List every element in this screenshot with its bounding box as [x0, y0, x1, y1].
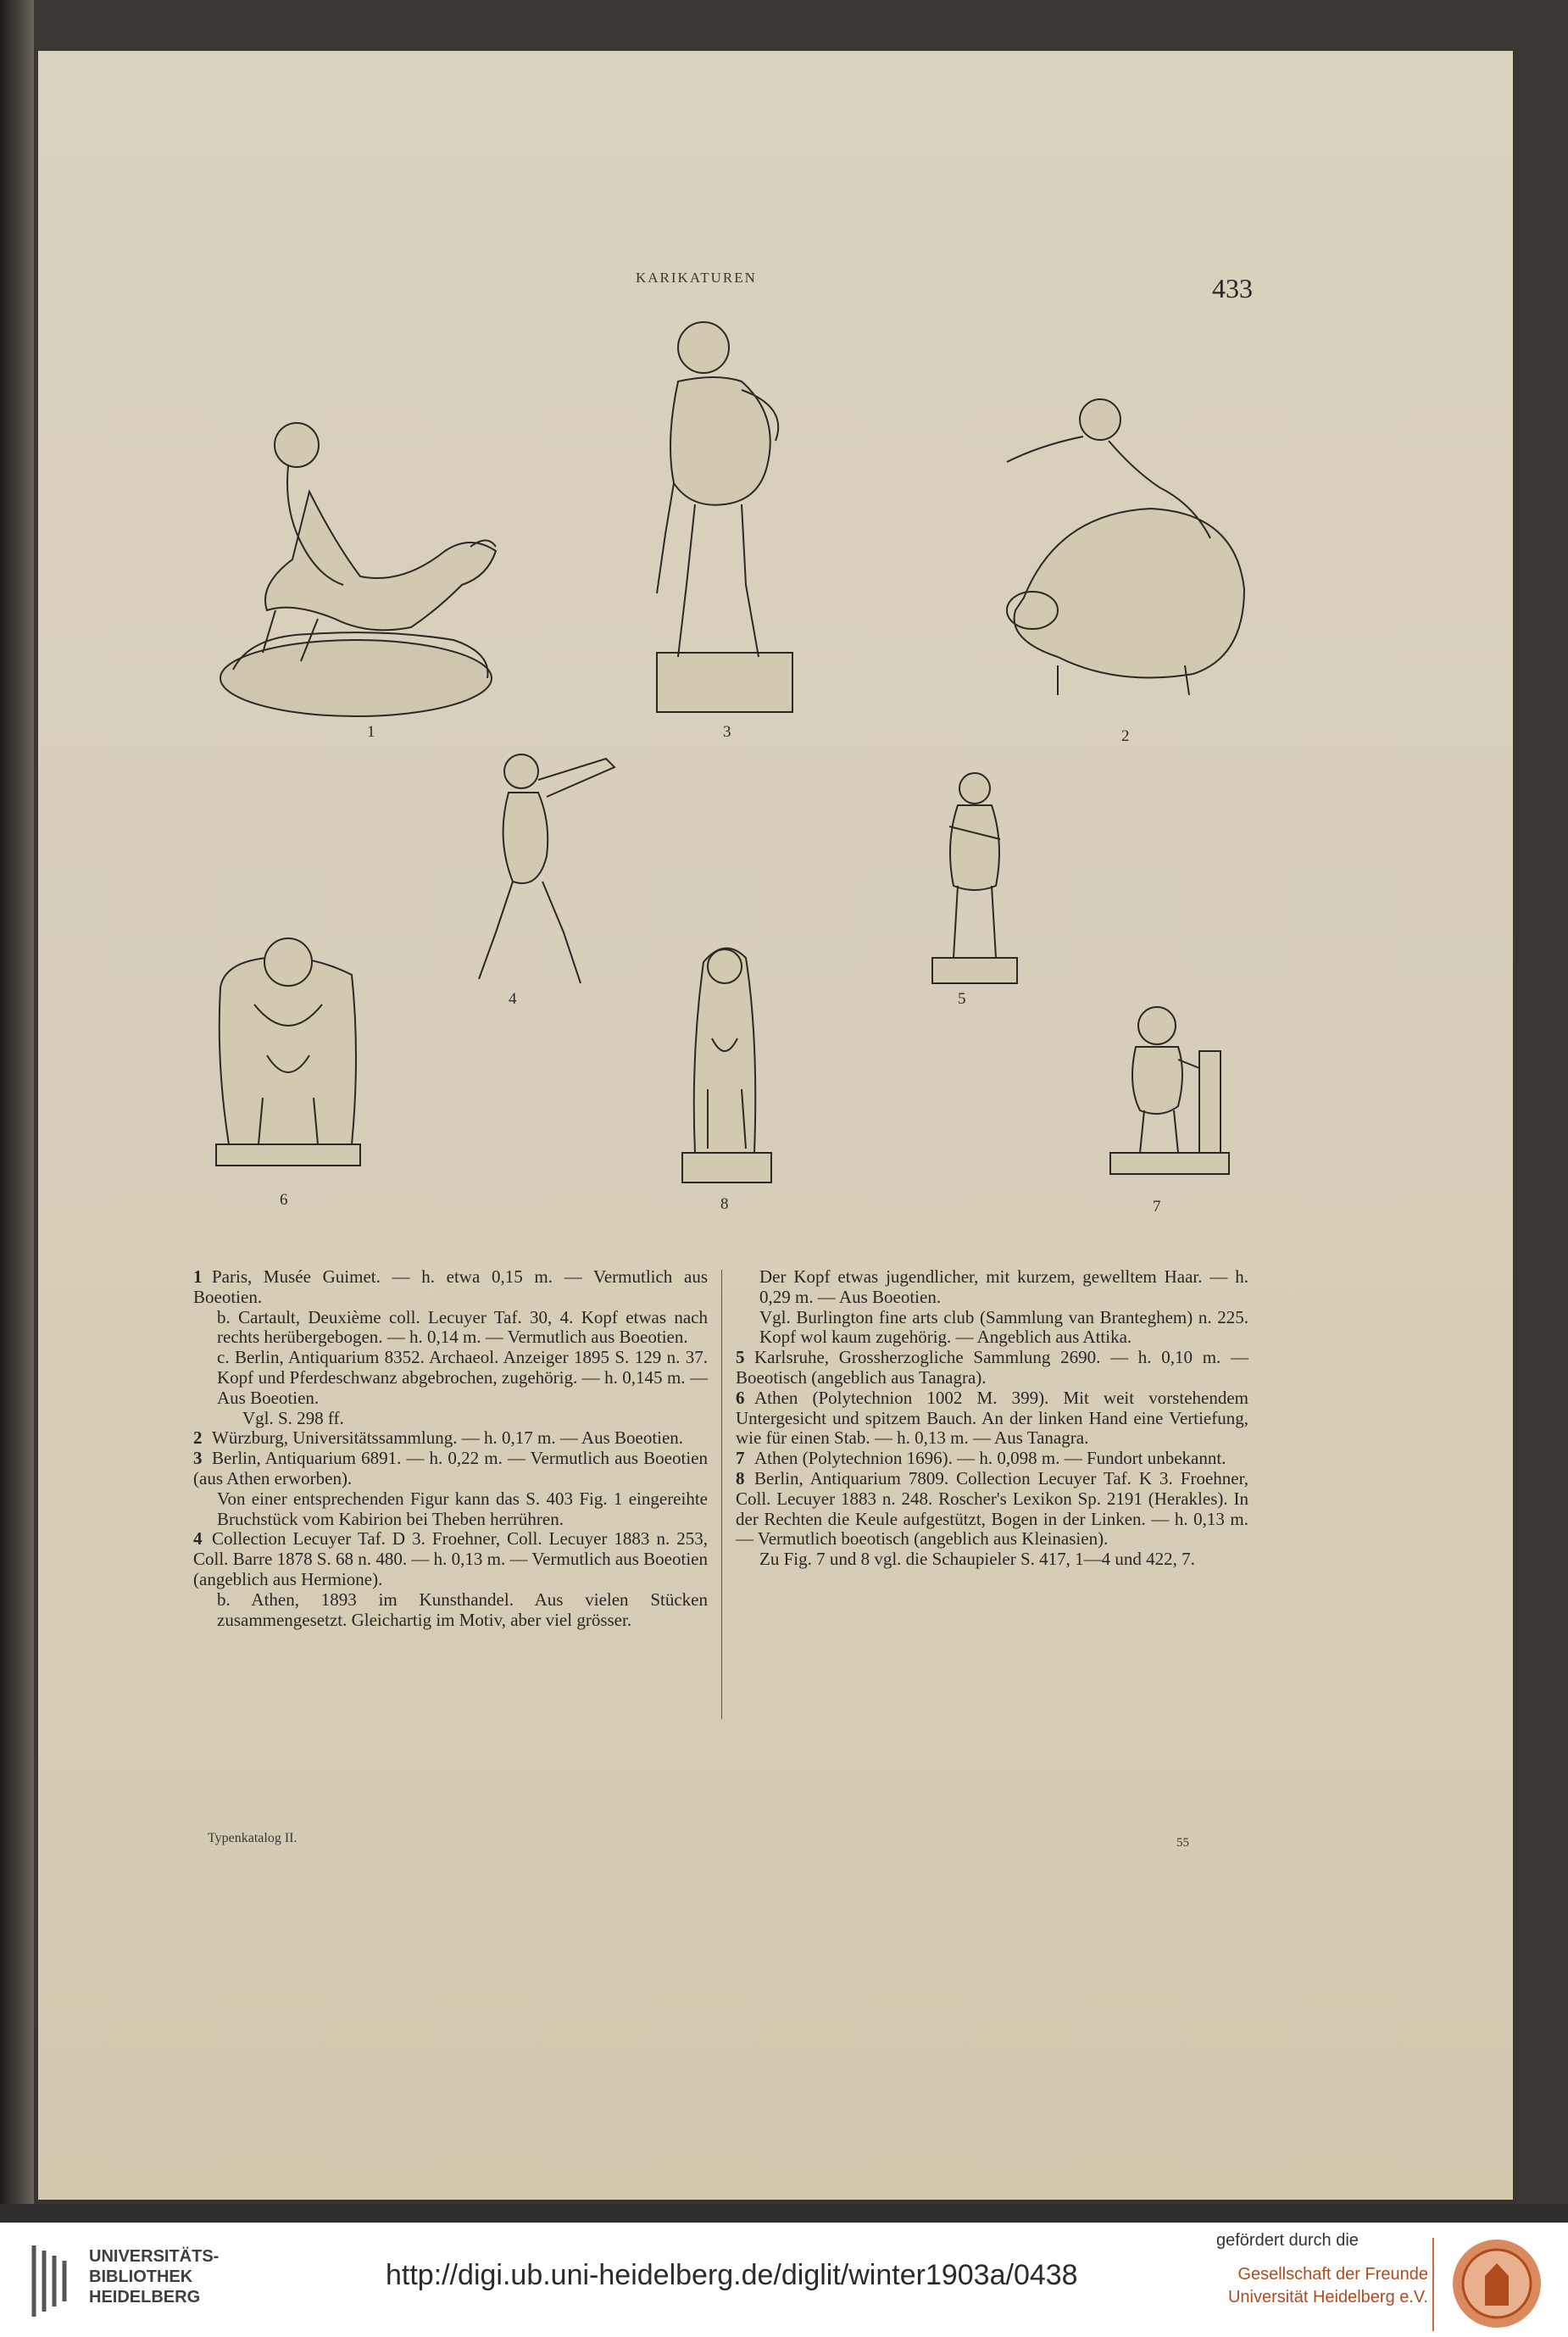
sponsor-name-line: Gesellschaft der Freunde [1237, 2265, 1428, 2284]
entry-text: Athen, 1893 im Kunsthandel. Aus vielen Stücken zusammengesetzt. Gleichartig im Motiv, aber viel grösser. [217, 1589, 708, 1630]
caption-entry [193, 1428, 708, 1449]
entry-number: 6 [736, 1387, 745, 1408]
figurine-standing-arms-crossed-icon [924, 767, 1026, 988]
figure-label-2: 2 [1121, 727, 1130, 745]
caption-column-left [193, 1267, 708, 1630]
caption-entry [736, 1388, 1248, 1449]
footer-sheet-number: 55 [1176, 1836, 1189, 1850]
sponsor-intro: gefördert durch die [1216, 2231, 1359, 2250]
figure-label-3: 3 [723, 723, 731, 741]
figure-label-8: 8 [720, 1195, 729, 1213]
entry-text: Collection Lecuyer Taf. D 3. Froehner, Coll. Lecuyer 1883 n. 253, Coll. Barre 1878 S. 68 n. 480. — h. 0,13 m. — Vermutlich aus Boeotien (angeblich aus Hermione). [193, 1528, 708, 1589]
entry-text: Würzburg, Universitätssammlung. — h. 0,17 m. — Aus Boeotien. [212, 1427, 684, 1449]
figurine-grotesque-relief-icon [208, 928, 369, 1170]
entry-number: 4 [193, 1528, 203, 1550]
sponsor-name-line: Universität Heidelberg e.V. [1227, 2288, 1428, 2306]
book-spine-edge [0, 0, 34, 2204]
entry-number: 7 [736, 1448, 745, 1469]
sponsor-name[interactable] [1216, 2263, 1428, 2309]
column-divider [721, 1270, 722, 1719]
university-library-logo-icon [27, 2242, 78, 2320]
library-name-line: HEIDELBERG [89, 2288, 201, 2306]
caption-entry [736, 1308, 1248, 1349]
figurine-rider-on-horse-icon [216, 407, 500, 729]
entry-number: 1 [193, 1266, 203, 1287]
figurine-rider-on-pig-icon [990, 394, 1253, 716]
entry-sub-marker: b. [217, 1589, 231, 1610]
page-number: 433 [1212, 273, 1253, 303]
university-seal-icon [1451, 2238, 1543, 2329]
entry-number: 3 [193, 1448, 203, 1469]
figure-label-1: 1 [367, 723, 375, 741]
library-name-line: UNIVERSITÄTS- [89, 2247, 220, 2266]
entry-text: Zu Fig. 7 und 8 vgl. die Schaupieler S. 417, 1—4 und 422, 7. [759, 1549, 1195, 1570]
sponsor-divider [1432, 2238, 1434, 2331]
entry-text: Cartault, Deuxième coll. Lecuyer Taf. 30, 4. Kopf etwas nach rechts herübergebogen. — h. 0,14 m. — Vermutlich aus Boeotien. [217, 1306, 709, 1348]
caption-entry [193, 1348, 708, 1408]
entry-number: 5 [736, 1347, 745, 1368]
library-name [89, 2246, 219, 2307]
entry-text: Vgl. S. 298 ff. [242, 1407, 344, 1428]
figurine-actor-with-column-icon [1102, 1000, 1237, 1178]
figure-label-4: 4 [509, 990, 517, 1008]
entry-text: Karlsruhe, Grossherzogliche Sammlung 2690. — h. 0,10 m. — Boeotisch (angeblich aus Tanagra). [736, 1347, 1248, 1388]
figurine-standing-man-icon [640, 314, 809, 721]
entry-text: Von einer entsprechenden Figur kann das S. 403 Fig. 1 eingereihte Bruchstück vom Kabirion bei Theben herrühren. [217, 1488, 708, 1529]
figure-label-6: 6 [280, 1191, 288, 1209]
caption-entry [736, 1469, 1248, 1550]
entry-sub-marker: b. [217, 1306, 231, 1327]
running-title: KARIKATUREN [636, 270, 757, 286]
figurine-herakles-icon [674, 937, 780, 1187]
entry-number: 2 [193, 1427, 203, 1449]
caption-entry [736, 1449, 1248, 1469]
figure-label-5: 5 [958, 990, 966, 1008]
entry-text: Berlin, Antiquarium 8352. Archaeol. Anzeiger 1895 S. 129 n. 37. Kopf und Pferdeschwanz abgebrochen, zugehörig. — h. 0,145 m. — Aus Boeotien. [217, 1347, 709, 1408]
caption-entry [193, 1590, 708, 1631]
caption-entry [193, 1308, 708, 1349]
caption-entry [193, 1267, 708, 1308]
entry-number: 8 [736, 1467, 745, 1488]
caption-entry [736, 1550, 1248, 1570]
footer-signature: Typenkatalog II. [208, 1831, 297, 1845]
figure-label-7: 7 [1153, 1198, 1161, 1216]
caption-entry [736, 1348, 1248, 1388]
entry-text: Berlin, Antiquarium 7809. Collection Lecuyer Taf. K 3. Froehner, Coll. Lecuyer 1883 n. 248. Roscher's Lexikon Sp. 2191 (Herakles). In der Rechten die Keule aufgestützt, Bogen in der Linken. — h. 0,13 m. — Vermutlich boeotisch (angeblich aus Kleinasien). [736, 1467, 1248, 1550]
caption-entry [193, 1409, 708, 1429]
caption-entry [193, 1489, 708, 1530]
entry-text: Athen (Polytechnion 1696). — h. 0,098 m. — Fundort unbekannt. [754, 1448, 1226, 1469]
entry-text: Berlin, Antiquarium 6891. — h. 0,22 m. — Vermutlich aus Boeotien (aus Athen erworben). [193, 1448, 708, 1488]
caption-entry [193, 1449, 708, 1489]
figurine-man-with-horn-icon [462, 746, 623, 988]
caption-entry [736, 1267, 1248, 1308]
entry-text: Vgl. Burlington fine arts club (Sammlung van Branteghem) n. 225. Kopf wol kaum zugehörig. — Angeblich aus Attika. [759, 1306, 1248, 1348]
entry-text: Paris, Musée Guimet. — h. etwa 0,15 m. — Vermutlich aus Boeotien. [193, 1266, 708, 1307]
entry-text: Der Kopf etwas jugendlicher, mit kurzem, gewelltem Haar. — h. 0,29 m. — Aus Boeotien. [759, 1266, 1248, 1307]
library-name-line: BIBLIOTHEK [89, 2267, 193, 2286]
entry-sub-marker: c. [217, 1347, 230, 1368]
caption-column-right [736, 1267, 1248, 1570]
entry-text: Athen (Polytechnion 1002 M. 399). Mit weit vorstehendem Untergesicht und spitzem Bauch. An der linken Hand eine Vertiefung, wie für einen Stab. — h. 0,13 m. — Aus Tanagra. [736, 1387, 1248, 1449]
caption-entry [193, 1529, 708, 1589]
permalink-url[interactable]: http://digi.ub.uni-heidelberg.de/diglit/winter1903a/0438 [386, 2259, 1078, 2291]
